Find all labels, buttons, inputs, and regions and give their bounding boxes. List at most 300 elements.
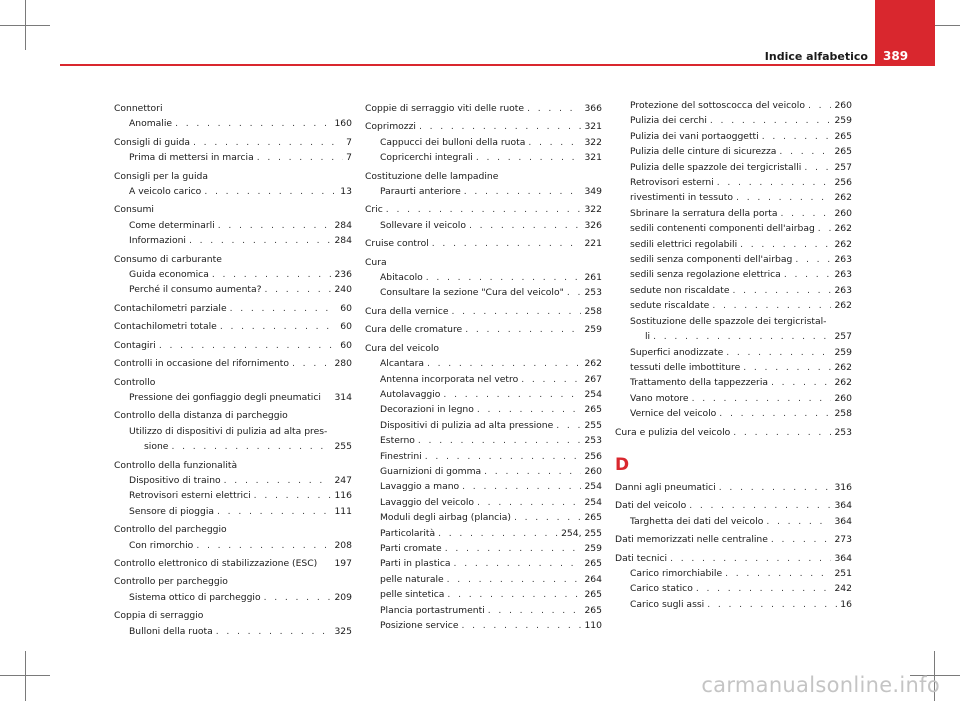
index-subentry: [615, 98, 852, 113]
dot-leader: [443, 387, 581, 402]
index-subentry: [114, 233, 352, 248]
dot-leader: [514, 510, 581, 525]
dot-leader: [419, 119, 581, 134]
index-entry: [365, 322, 602, 337]
dot-leader: [204, 184, 337, 199]
entry-text: Prima di mettersi in marcia: [129, 152, 254, 164]
entry-text: sedute riscaldate: [630, 300, 710, 312]
dot-leader: [771, 375, 831, 390]
page-reference: 349: [584, 186, 602, 198]
dot-leader: [689, 498, 831, 513]
entry-text: Paraurti anteriore: [380, 186, 461, 198]
page-reference: 364: [834, 500, 852, 512]
page-reference: 221: [584, 238, 602, 250]
page-reference: 256: [584, 450, 602, 462]
section-letter: D: [615, 454, 630, 475]
index-entry: [615, 551, 852, 566]
index-subentry: [114, 504, 352, 519]
page-reference: 259: [834, 115, 852, 127]
dot-leader: [469, 218, 582, 233]
page-reference: 322: [584, 136, 602, 148]
entry-text: Finestrini: [380, 450, 422, 462]
dot-leader: [725, 566, 831, 581]
dot-leader: [712, 298, 831, 313]
index-column-2: [365, 98, 602, 633]
dot-leader: [171, 439, 331, 454]
index-heading: Consumo di carburante: [114, 253, 222, 265]
dot-leader: [477, 402, 582, 417]
index-heading: Controllo: [114, 376, 156, 388]
dot-leader: [220, 319, 337, 334]
index-subentry: [615, 298, 852, 313]
entry-text: Sollevare il veicolo: [380, 219, 466, 231]
entry-text: Alcantara: [380, 358, 424, 370]
entry-text: Retrovisori esterni elettrici: [129, 490, 251, 502]
entry-text: tessuti delle imbottiture: [630, 361, 741, 373]
index-heading: Connettori: [114, 103, 163, 114]
entry-text: Particolarità: [380, 527, 436, 539]
entry-text: Coppie di serraggio viti delle ruote: [365, 103, 525, 114]
page-reference: 111: [334, 505, 352, 517]
entry-text: Autolavaggio: [380, 388, 441, 400]
index-heading: Cura del veicolo: [365, 342, 440, 354]
index-heading: Controllo della funzionalità: [114, 459, 238, 471]
page-reference: 110: [584, 620, 602, 631]
page-reference: 258: [584, 305, 602, 317]
index-subentry: [114, 150, 352, 165]
entry-text: Plancia portastrumenti: [380, 604, 485, 616]
dot-leader: [528, 135, 581, 150]
entry-text: Dati tecnici: [615, 552, 668, 564]
index-subentry: [615, 237, 852, 252]
page-reference: 262: [834, 377, 852, 389]
index-subentry: [615, 221, 852, 236]
index-subentry: [365, 184, 602, 199]
index-entry: [114, 338, 352, 353]
index-subentry: [365, 356, 602, 371]
page-reference: 261: [584, 272, 602, 284]
dot-leader: [484, 464, 581, 479]
dot-leader: [771, 532, 832, 547]
page-reference: 265: [584, 604, 602, 616]
page-reference: 265: [584, 589, 602, 601]
page-reference: 197: [334, 557, 352, 569]
page-reference: 60: [340, 302, 352, 314]
index-subentry: [114, 538, 352, 553]
dot-leader: [159, 338, 337, 353]
page-reference: 60: [340, 339, 352, 351]
index-subentry: [365, 285, 602, 300]
dot-leader: [488, 603, 582, 618]
page-reference: 262: [834, 300, 852, 312]
entry-text: pelle sintetica: [380, 589, 445, 601]
entry-text: Pulizia dei cerchi: [630, 115, 707, 127]
entry-text: Consigli di guida: [114, 136, 191, 148]
dot-leader: [733, 283, 832, 298]
entry-text: Perché il consumo aumenta?: [129, 284, 262, 296]
dot-leader: [426, 270, 582, 285]
page-reference: 254: [584, 481, 602, 493]
entry-text: Cura e pulizia del veicolo: [615, 426, 731, 438]
page-reference: 262: [834, 361, 852, 373]
dot-leader: [432, 236, 582, 251]
page-reference: 262: [834, 223, 852, 235]
dot-leader: [779, 144, 831, 159]
index-entry: [114, 135, 352, 150]
entry-text: Sensore di pioggia: [129, 505, 215, 517]
dot-leader: [696, 581, 832, 596]
page-reference: 258: [834, 408, 852, 420]
entry-text: Danni agli pneumatici: [615, 481, 716, 493]
page-reference: 259: [584, 542, 602, 554]
dot-leader: [427, 356, 581, 371]
entry-text: Dispositivi di pulizia ad alta pressione: [380, 419, 554, 431]
index-subentry: [365, 387, 602, 402]
index-subentry: [615, 406, 852, 421]
watermark: carmanualsonline.info: [701, 673, 940, 697]
index-entry: [365, 101, 602, 116]
dot-leader: [230, 301, 338, 316]
dot-leader: [670, 551, 831, 566]
index-entry: [114, 301, 352, 316]
page-reference: 255: [584, 419, 602, 431]
entry-text: Superfici anodizzate: [630, 346, 724, 358]
index-subentry: [365, 495, 602, 510]
index-subentry: [615, 360, 852, 375]
dot-leader: [784, 267, 832, 282]
entry-text: Consultare la sezione "Cura del veicolo": [380, 287, 564, 299]
index-subentry: [615, 144, 852, 159]
page-reference: 60: [340, 321, 352, 333]
dot-leader: [719, 480, 832, 495]
index-subentry: [365, 479, 602, 494]
index-subentry: [114, 184, 352, 199]
index-subentry-continued: [615, 329, 852, 344]
dot-leader: [216, 624, 332, 639]
page-reference: 316: [834, 481, 852, 493]
entry-text: Carico rimorchiabile: [630, 567, 723, 579]
page-reference: 259: [584, 324, 602, 336]
entry-text: Dispositivo di traino: [129, 474, 221, 486]
index-entry: [615, 425, 852, 440]
entry-text: Cura delle cromature: [365, 324, 463, 336]
entry-text: sedili elettrici regolabili: [630, 238, 738, 250]
header-rule: [60, 64, 875, 66]
page-reference: 255: [334, 441, 352, 453]
dot-leader: [818, 221, 832, 236]
entry-text: Con rimorchio: [129, 539, 194, 551]
entry-text: A veicolo carico: [129, 186, 202, 198]
entry-text: Decorazioni in legno: [380, 404, 474, 416]
entry-text: sedute non riscaldate: [630, 284, 730, 296]
dot-leader: [477, 495, 581, 510]
index-subentry: [365, 618, 602, 633]
dot-leader: [465, 322, 581, 337]
entry-text: Trattamento della tappezzeria: [630, 377, 769, 389]
index-subentry: [615, 190, 852, 205]
dot-leader: [193, 135, 343, 150]
dot-leader: [527, 101, 581, 116]
dot-leader: [736, 190, 831, 205]
index-entry: [365, 202, 602, 217]
index-entry: [365, 304, 602, 319]
index-subentry: [365, 135, 602, 150]
dot-leader: [418, 433, 582, 448]
page-reference: 262: [834, 238, 852, 250]
entry-text: Cura della vernice: [365, 305, 449, 317]
index-subentry: [114, 390, 352, 405]
index-subentry: [365, 603, 602, 618]
index-heading: Controllo della distanza di parcheggio: [114, 410, 288, 422]
index-subentry: [365, 449, 602, 464]
page-reference: 208: [334, 539, 352, 551]
dot-leader: [438, 526, 558, 541]
index-subentry: [365, 218, 602, 233]
index-subentry: [615, 597, 852, 612]
page-reference: 260: [834, 100, 852, 111]
index-subentry: [114, 488, 352, 503]
page-reference: 240: [334, 284, 352, 296]
entry-text: Controllo elettronico di stabilizzazione (ESC): [114, 557, 318, 569]
page-reference: 256: [834, 177, 852, 189]
index-subentry: [365, 150, 602, 165]
entry-text: Vernice del veicolo: [630, 408, 717, 420]
index-subentry: [615, 206, 852, 221]
dot-leader: [175, 116, 331, 131]
entry-text: Carico sugli assi: [630, 598, 705, 610]
dot-leader: [386, 202, 582, 217]
dot-leader: [710, 113, 832, 128]
index-subentry: [615, 391, 852, 406]
entry-text: Parti cromate: [380, 542, 442, 554]
entry-text: Controlli in occasione del rifornimento: [114, 358, 290, 370]
page-reference: 247: [334, 474, 352, 486]
page-reference: 265: [584, 404, 602, 416]
entry-text: Sistema ottico di parcheggio: [129, 591, 261, 603]
dot-leader: [719, 406, 831, 421]
dot-leader: [218, 218, 332, 233]
crop-mark: [0, 25, 50, 26]
index-subentry: [615, 175, 852, 190]
page-reference: 253: [834, 426, 852, 438]
page-reference: 262: [834, 192, 852, 204]
page-reference: 160: [334, 118, 352, 130]
page-reference: 366: [584, 103, 602, 114]
page-reference: 265: [834, 146, 852, 158]
dot-leader: [795, 252, 831, 267]
page-reference: 260: [584, 465, 602, 477]
crop-mark: [25, 651, 26, 701]
index-subentry: [365, 541, 602, 556]
page-reference: 265: [584, 558, 602, 570]
entry-text: Esterno: [380, 435, 415, 447]
entry-text: Sbrinare la serratura della porta: [630, 207, 778, 219]
page-reference: 280: [334, 358, 352, 370]
page-reference: 364: [834, 552, 852, 564]
index-entry: [615, 498, 852, 513]
index-subentry: [365, 418, 602, 433]
entry-text: Copricerchi integrali: [380, 152, 473, 164]
dot-leader: [292, 356, 331, 371]
entry-text: Cappucci dei bulloni della ruota: [380, 136, 526, 148]
index-entry: [365, 236, 602, 251]
index-subentry: [114, 116, 352, 131]
entry-text: Targhetta dei dati del veicolo: [630, 515, 764, 527]
page-reference: 253: [584, 435, 602, 447]
index-subentry: [114, 267, 352, 282]
index-subentry: Sostituzione delle spazzole dei tergicristal-: [630, 315, 827, 327]
page-reference: 209: [334, 591, 352, 603]
index-heading: Consigli per la guida: [114, 170, 209, 182]
entry-text: Moduli degli airbag (plancia): [380, 512, 511, 524]
entry-text: Retrovisori esterni: [630, 177, 714, 189]
index-heading: Costituzione delle lampadine: [365, 170, 499, 182]
page-reference: 257: [834, 161, 852, 173]
page-reference: 7: [346, 152, 352, 164]
dot-leader: [781, 206, 832, 221]
entry-text: Contagiri: [114, 339, 156, 351]
page-number-badge: [875, 0, 935, 66]
index-subentry: [365, 510, 602, 525]
entry-text: Pressione dei gonfiaggio degli pneumatici: [129, 391, 321, 403]
page-title: Indice alfabetico: [764, 50, 868, 63]
dot-leader: [707, 597, 837, 612]
entry-text: Contachilometri totale: [114, 321, 217, 333]
page-reference: 242: [834, 583, 852, 595]
crop-mark: [0, 675, 50, 676]
index-subentry: [365, 587, 602, 602]
page-reference: 259: [834, 346, 852, 358]
page-reference: 13: [340, 186, 352, 198]
page-reference: 254: [584, 496, 602, 508]
page-reference: 254: [584, 388, 602, 400]
dot-leader: [254, 488, 332, 503]
page-reference: 116: [334, 490, 352, 502]
page-reference: 321: [584, 121, 602, 133]
entry-text: Pulizia delle cinture di sicurezza: [630, 146, 777, 158]
dot-leader: [452, 304, 582, 319]
entry-text: sione: [144, 441, 169, 453]
entry-text: Informazioni: [129, 235, 186, 247]
index-subentry: [114, 473, 352, 488]
index-heading: Controllo per parcheggio: [114, 576, 228, 588]
page-reference: 236: [334, 269, 352, 281]
page-reference: 254, 255: [561, 527, 602, 539]
page-reference: 251: [834, 567, 852, 579]
dot-leader: [726, 345, 831, 360]
page-reference: 326: [584, 219, 602, 231]
entry-text: sedili contenenti componenti dell'airbag: [630, 223, 815, 235]
index-subentry: Utilizzo di dispositivi di pulizia ad alta pres-: [129, 425, 328, 437]
dot-leader: [454, 556, 582, 571]
index-entry: [114, 356, 352, 371]
dot-leader: [567, 285, 582, 300]
dot-leader: [224, 473, 332, 488]
index-subentry: [365, 433, 602, 448]
index-subentry: [114, 590, 352, 605]
dot-leader: [196, 538, 331, 553]
dot-leader: [804, 160, 831, 175]
entry-text: Pulizia delle spazzole dei tergicristalli: [630, 161, 802, 173]
index-entry: [615, 532, 852, 547]
entry-text: Lavaggio del veicolo: [380, 496, 475, 508]
index-subentry: [114, 282, 352, 297]
index-subentry: [615, 566, 852, 581]
page-number: 389: [883, 49, 909, 63]
index-entry: [114, 319, 352, 334]
dot-leader: [653, 329, 831, 344]
index-subentry: [365, 572, 602, 587]
index-subentry: [615, 129, 852, 144]
page-reference: 325: [334, 625, 352, 637]
index-subentry: [615, 581, 852, 596]
entry-text: Cruise control: [365, 238, 429, 250]
entry-text: sedili senza regolazione elettrica: [630, 269, 781, 281]
entry-text: Coprimozzi: [365, 121, 416, 133]
entry-text: Guarnizioni di gomma: [380, 465, 482, 477]
dot-leader: [447, 572, 582, 587]
page-reference: 284: [334, 235, 352, 247]
dot-leader: [808, 98, 831, 113]
dot-leader: [766, 514, 831, 529]
page-reference: 253: [584, 287, 602, 299]
dot-leader: [425, 449, 582, 464]
index-column-3: [615, 98, 852, 612]
index-subentry: [615, 252, 852, 267]
page-reference: 7: [346, 136, 352, 148]
dot-leader: [762, 129, 832, 144]
index-subentry: [365, 270, 602, 285]
entry-text: rivestimenti in tessuto: [630, 192, 734, 204]
dot-leader: [692, 391, 832, 406]
entry-text: Vano motore: [630, 392, 689, 404]
page-reference: 267: [584, 373, 602, 385]
index-subentry: [615, 160, 852, 175]
page-reference: 263: [834, 284, 852, 296]
page-reference: 16: [840, 598, 852, 610]
entry-text: Parti in plastica: [380, 558, 451, 570]
index-subentry-continued: [114, 439, 352, 454]
index-column-1: [114, 98, 352, 639]
page-reference: 260: [834, 392, 852, 404]
entry-text: Abitacolo: [380, 272, 423, 284]
entry-text: Guida economica: [129, 269, 209, 281]
page-reference: 263: [834, 254, 852, 266]
dot-leader: [556, 418, 581, 433]
entry-text: Protezione del sottoscocca del veicolo: [630, 100, 805, 111]
index-subentry: [615, 267, 852, 282]
entry-text: Dati memorizzati nelle centraline: [615, 534, 768, 546]
index-subentry: [365, 526, 602, 541]
entry-text: Antenna incorporata nel vetro: [380, 373, 519, 385]
page-reference: 273: [834, 534, 852, 546]
entry-text: Pulizia dei vani portaoggetti: [630, 130, 759, 142]
page-reference: 260: [834, 207, 852, 219]
index-heading: Coppia di serraggio: [114, 610, 204, 622]
index-subentry: [114, 624, 352, 639]
dot-leader: [733, 425, 831, 440]
entry-text: li: [645, 331, 651, 343]
index-subentry: [615, 345, 852, 360]
dot-leader: [461, 618, 581, 633]
entry-text: sedili senza componenti dell'airbag: [630, 254, 793, 266]
entry-text: Cric: [365, 204, 383, 216]
page-reference: 264: [584, 573, 602, 585]
index-subentry: [114, 218, 352, 233]
page-reference: 364: [834, 515, 852, 527]
dot-leader: [257, 150, 343, 165]
page-reference: 321: [584, 152, 602, 164]
